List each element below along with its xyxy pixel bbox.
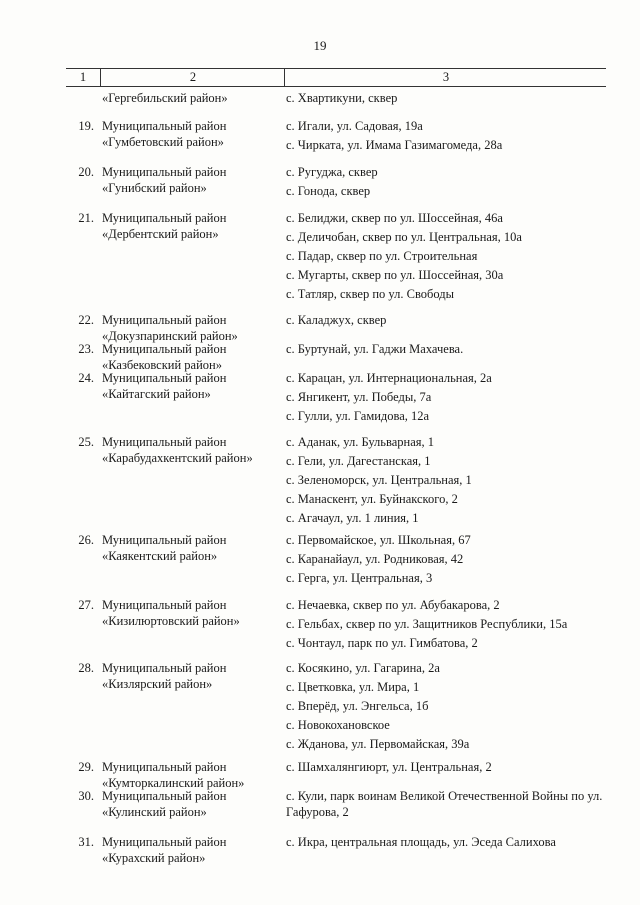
district-name xyxy=(102,210,282,242)
page-number: 19 xyxy=(313,38,327,53)
places-list xyxy=(286,312,606,331)
place-item: с. Мугарты, сквер по ул. Шоссейная, 30а xyxy=(286,268,504,282)
places-list xyxy=(286,759,606,778)
district-line: «Казбековский район» xyxy=(102,358,222,372)
row-number: 21. xyxy=(78,211,94,225)
place-item: с. Янгикент, ул. Победы, 7а xyxy=(286,390,432,404)
place-item: с. Нечаевка, сквер по ул. Абубакарова, 2 xyxy=(286,598,500,612)
places-list xyxy=(286,532,606,589)
places-list xyxy=(286,164,606,202)
place-item: с. Икра, центральная площадь, ул. Эседа Салихова xyxy=(286,835,556,849)
places-list xyxy=(286,118,606,156)
district-line: Муниципальный район xyxy=(102,661,227,675)
district-line: «Кайтагский район» xyxy=(102,387,211,401)
district-line: Муниципальный район xyxy=(102,533,227,547)
places-list xyxy=(286,660,606,755)
district-line: Муниципальный район xyxy=(102,371,227,385)
district-line: «Гергебильский район» xyxy=(102,91,228,105)
row-number: 20. xyxy=(78,165,94,179)
row-number: 22. xyxy=(78,313,94,327)
row-number: 27. xyxy=(78,598,94,612)
district-line: «Докузпаринский район» xyxy=(102,329,238,343)
district-name xyxy=(102,370,282,402)
places-list xyxy=(286,788,606,823)
place-item: с. Цветковка, ул. Мира, 1 xyxy=(286,680,420,694)
place-item: с. Ругуджа, сквер xyxy=(286,165,378,179)
district-name xyxy=(102,532,282,564)
district-line: «Кумторкалинский район» xyxy=(102,776,245,790)
district-name xyxy=(102,312,282,344)
district-name xyxy=(102,434,282,466)
place-item: с. Падар, сквер по ул. Строительная xyxy=(286,249,478,263)
places-list xyxy=(286,210,606,305)
place-item: с. Каранайаул, ул. Родниковая, 42 xyxy=(286,552,464,566)
row-number: 19. xyxy=(78,119,94,133)
district-line: Муниципальный район xyxy=(102,119,227,133)
places-list xyxy=(286,597,606,654)
row-number: 29. xyxy=(78,760,94,774)
place-item: с. Гельбах, сквер по ул. Защитников Республики, 15а xyxy=(286,617,568,631)
district-name xyxy=(102,759,282,791)
place-item: с. Чирката, ул. Имама Газимагомеда, 28а xyxy=(286,138,503,152)
place-item: с. Гонода, сквер xyxy=(286,184,371,198)
district-name xyxy=(102,341,282,373)
places-list xyxy=(286,341,606,360)
place-item: с. Зеленоморск, ул. Центральная, 1 xyxy=(286,473,472,487)
place-item: с. Аданак, ул. Бульварная, 1 xyxy=(286,435,435,449)
column-header-1: 1 xyxy=(79,70,87,84)
place-item: с. Косякино, ул. Гагарина, 2а xyxy=(286,661,440,675)
district-line: «Дербентский район» xyxy=(102,227,219,241)
place-item: с. Шамхалянгиюрт, ул. Центральная, 2 xyxy=(286,760,492,774)
district-line: Муниципальный район xyxy=(102,835,227,849)
place-item: с. Гулли, ул. Гамидова, 12а xyxy=(286,409,430,423)
district-line: Муниципальный район xyxy=(102,165,227,179)
column-header-row xyxy=(66,68,606,87)
district-name xyxy=(102,164,282,196)
district-name xyxy=(102,597,282,629)
column-divider xyxy=(100,69,101,86)
places-list xyxy=(286,834,606,853)
district-line: «Кизилюртовский район» xyxy=(102,614,240,628)
place-item: с. Гели, ул. Дагестанская, 1 xyxy=(286,454,431,468)
district-name xyxy=(102,660,282,692)
column-header-3: 3 xyxy=(442,70,450,84)
place-item: с. Игали, ул. Садовая, 19а xyxy=(286,119,423,133)
place-item: с. Новокохановское xyxy=(286,718,390,732)
place-item: с. Кули, парк воинам Великой Отечественной Войны по ул. Гафурова, 2 xyxy=(286,789,603,819)
column-header-2: 2 xyxy=(189,70,197,84)
district-line: «Гунибский район» xyxy=(102,181,207,195)
district-line: Муниципальный район xyxy=(102,435,227,449)
district-line: «Курахский район» xyxy=(102,851,206,865)
row-number: 23. xyxy=(78,342,94,356)
row-number: 28. xyxy=(78,661,94,675)
district-line: Муниципальный район xyxy=(102,313,227,327)
column-divider xyxy=(284,69,285,86)
place-item: с. Хвартикуни, сквер xyxy=(286,91,398,105)
district-line: Муниципальный район xyxy=(102,342,227,356)
place-item: с. Агачаул, ул. 1 линия, 1 xyxy=(286,511,419,525)
district-name xyxy=(102,90,282,106)
place-item: с. Карацан, ул. Интернациональная, 2а xyxy=(286,371,492,385)
district-line: Муниципальный район xyxy=(102,760,227,774)
district-name xyxy=(102,118,282,150)
row-number: 31. xyxy=(78,835,94,849)
places-list xyxy=(286,370,606,427)
district-line: «Гумбетовский район» xyxy=(102,135,224,149)
row-number: 26. xyxy=(78,533,94,547)
district-name xyxy=(102,788,282,820)
place-item: с. Татляр, сквер по ул. Свободы xyxy=(286,287,455,301)
place-item: с. Деличобан, сквер по ул. Центральная, 10а xyxy=(286,230,522,244)
row-number: 24. xyxy=(78,371,94,385)
places-list xyxy=(286,434,606,529)
place-item: с. Белиджи, сквер по ул. Шоссейная, 46а xyxy=(286,211,503,225)
places-list xyxy=(286,90,606,109)
district-line: «Каякентский район» xyxy=(102,549,218,563)
district-line: Муниципальный район xyxy=(102,211,227,225)
district-line: «Кулинский район» xyxy=(102,805,207,819)
district-line: Муниципальный район xyxy=(102,598,227,612)
place-item: с. Чонтаул, парк по ул. Гимбатова, 2 xyxy=(286,636,478,650)
district-name xyxy=(102,834,282,866)
place-item: с. Герга, ул. Центральная, 3 xyxy=(286,571,433,585)
row-number: 30. xyxy=(78,789,94,803)
place-item: с. Вперёд, ул. Энгельса, 1б xyxy=(286,699,429,713)
place-item: с. Манаскент, ул. Буйнакского, 2 xyxy=(286,492,458,506)
place-item: с. Буртунай, ул. Гаджи Махачева. xyxy=(286,342,464,356)
district-line: «Кизлярский район» xyxy=(102,677,213,691)
place-item: с. Жданова, ул. Первомайская, 39а xyxy=(286,737,470,751)
place-item: с. Каладжух, сквер xyxy=(286,313,387,327)
place-item: с. Первомайское, ул. Школьная, 67 xyxy=(286,533,471,547)
district-line: Муниципальный район xyxy=(102,789,227,803)
district-line: «Карабудахкентский район» xyxy=(102,451,253,465)
row-number: 25. xyxy=(78,435,94,449)
